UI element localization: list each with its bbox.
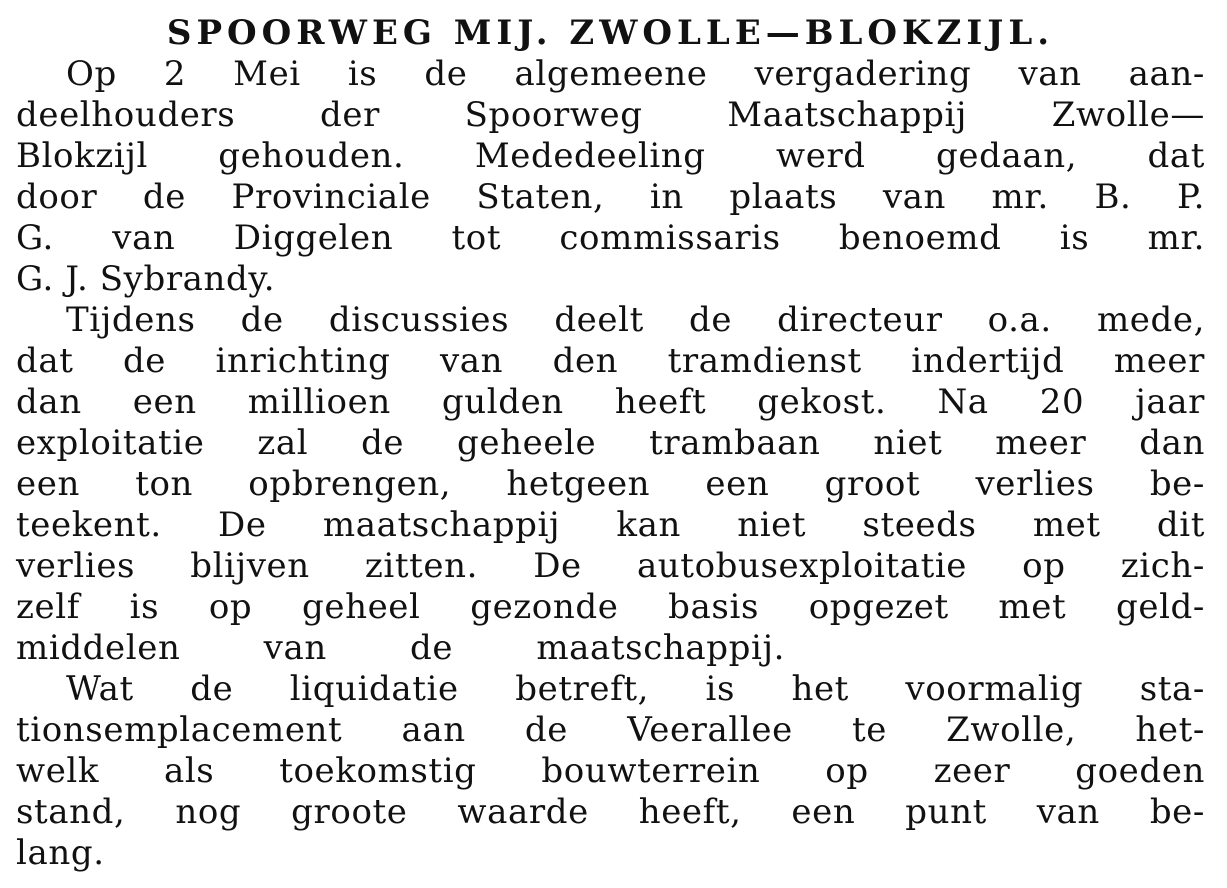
text-line: Blokzijl gehouden. Mededeeling werd gedaan, dat [16,136,1205,176]
article-headline: SPOORWEG MIJ. ZWOLLE—BLOKZIJL. [166,13,1055,53]
text-line: een ton opbrengen, hetgeen een groot verlies be- [16,464,1205,504]
text-line: exploitatie zal de geheele trambaan niet meer dan [16,423,1205,463]
text-line: teekent. De maatschappij kan niet steeds met dit [16,505,1205,545]
text-line: middelen van de maatschappij. [16,628,785,668]
text-line: verlies blijven zitten. De autobusexploitatie op zich- [16,546,1205,586]
text-line: dat de inrichting van den tramdienst indertijd meer [16,341,1205,381]
text-line: Wat de liquidatie betreft, is het voormalig sta- [66,669,1205,709]
text-line: lang. [16,833,105,873]
article-paragraph-1 [16,54,1205,300]
text-line: G. van Diggelen tot commissaris benoemd is mr. [16,218,1205,258]
article-paragraph-3 [16,669,1205,874]
text-line: welk als toekomstig bouwterrein op zeer goeden [16,751,1205,791]
text-line: deelhouders der Spoorweg Maatschappij Zwolle— [16,95,1205,135]
article-paragraph-2 [16,300,1205,669]
text-line: dan een millioen gulden heeft gekost. Na 20 jaar [16,382,1205,422]
text-line: door de Provinciale Staten, in plaats van mr. B. P. [16,177,1205,217]
text-line: Tijdens de discussies deelt de directeur o.a. mede, [66,300,1205,340]
text-line: tionsemplacement aan de Veerallee te Zwolle, het- [16,710,1205,750]
text-line: stand, nog groote waarde heeft, een punt van be- [16,792,1205,832]
text-line: G. J. Sybrandy. [16,259,276,299]
text-line: Op 2 Mei is de algemeene vergadering van aan- [66,54,1205,94]
text-line: zelf is op geheel gezonde basis opgezet met geld- [16,587,1205,627]
